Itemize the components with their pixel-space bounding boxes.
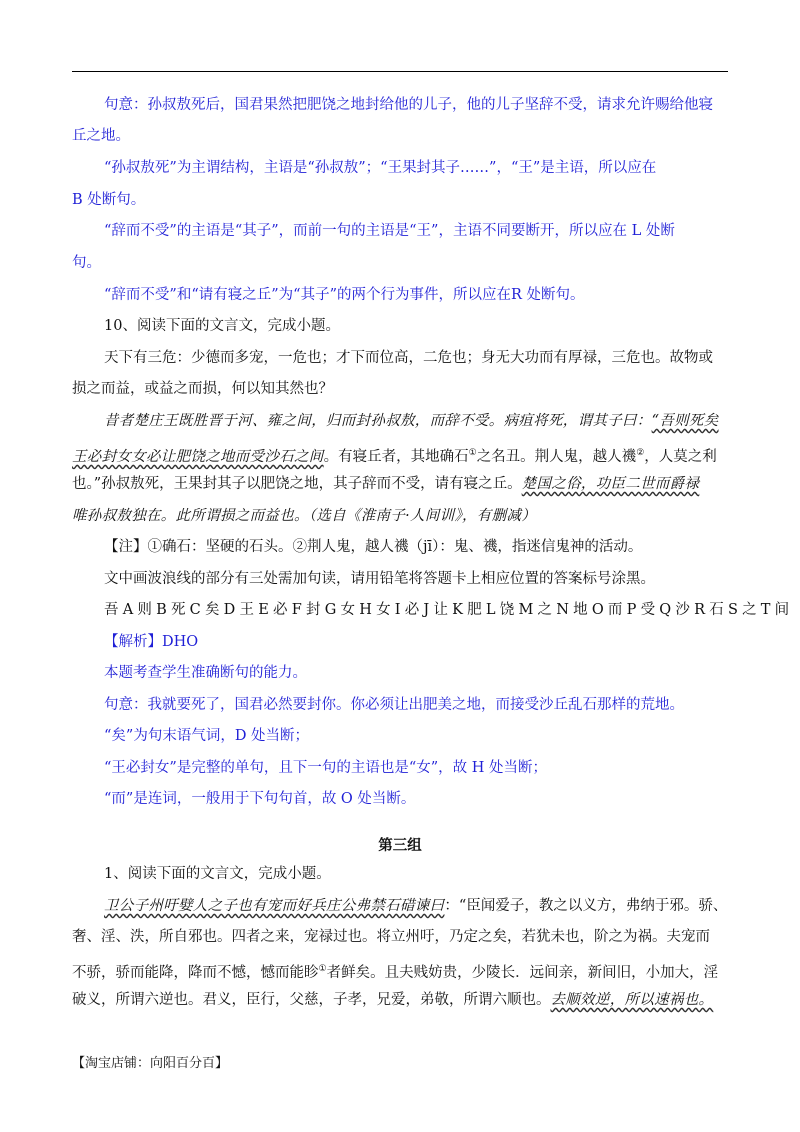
passage-paragraph-2-line-3	[72, 474, 732, 494]
analysis-tag: 【解析】	[104, 634, 162, 650]
passage-text: 也。”孙叔敖死，王果封其子以肥饶之地，其子辞而不受，请有寝之丘。	[72, 476, 522, 492]
passage-paragraph-1	[72, 896, 764, 916]
passage-text: ：“臣闻爱子，教之以义方，弗纳于邪。骄、	[444, 898, 728, 914]
annotation-note: 【注】①确石：坚硬的石头。②荆人鬼，越人禨（jī）：鬼、禨，指迷信鬼神的活动。	[104, 539, 643, 555]
footnote-marker: ①	[468, 448, 477, 458]
analysis-line: 本题考查学生准确断句的能力。	[104, 665, 307, 681]
answer-key: DHO	[162, 634, 199, 650]
passage-text: 不骄，骄而能降，降而不憾，憾而能眕	[72, 964, 319, 981]
passage-paragraph-2-line-4: 唯孙叔敖独在。此所谓损之而益也。（选自《淮南子·人间训》，有删减）	[72, 508, 537, 524]
question-10-title: 10、阅读下面的文言文，完成小题。	[104, 318, 340, 334]
header-rule	[72, 71, 728, 72]
analysis-point-b: “孙叔敖死”为主谓结构，主语是“孙叔敖”；“王果封其子……”，“王”是主语，所以应在	[104, 160, 657, 176]
passage-paragraph-1-cont: 损之而益，或益之而损，何以知其然也？	[72, 381, 333, 397]
analysis-sentence-meaning: 句意：孙叔敖死后，国君果然把肥饶之地封给他的儿子，他的儿子坚辞不受，请求允许赐给他寝	[104, 97, 713, 113]
answer-options: 吾 A 则 B 死 C 矣 D 王 E 必 F 封 G 女 H 女 I 必 J 让 K 肥 L 饶 M 之 N 地 O 而 P 受 Q 沙 R 石 S 之 T 间	[104, 602, 789, 618]
wavy-underlined-text: 去顺效逆，所以速祸也。	[550, 992, 714, 1008]
analysis-line: “而”是连词，一般用于下句句首，故 O 处当断。	[104, 791, 416, 807]
passage-paragraph-1-line-2: 奢、淫、泆，所自邪也。四者之来，宠禄过也。将立州吁，乃定之矣，若犹未也，阶之为祸。夫宠而	[72, 929, 710, 945]
passage-text: 之名丑。荆人鬼，越人禨	[476, 448, 637, 465]
section-heading: 第三组	[378, 837, 422, 854]
analysis-point-l: “辞而不受”的主语是“其子”，而前一句的主语是“王”，主语不同要断开，所以应在 L 处断	[104, 223, 675, 239]
passage-paragraph-2	[72, 411, 764, 431]
analysis-line: “王必封女”是完整的单句，且下一句的主语也是“女”，故 H 处当断；	[104, 760, 548, 776]
passage-text: 破义，所谓六逆也。君义，臣行，父慈，子孝，兄爱，弟敬，所谓六顺也。	[72, 992, 551, 1008]
footnote-marker: ①	[318, 964, 327, 974]
analysis-point-r: “辞而不受”和“请有寝之丘”为“其子”的两个行为事件，所以应在R 处断句。	[104, 287, 585, 303]
wavy-underlined-text: 卫公子州吁嬖人之子也有宠而好兵庄公弗禁石碏谏曰	[104, 898, 445, 914]
passage-paragraph-1: 天下有三危：少德而多宠，一危也；才下而位高，二危也；身无大功而有厚禄，三危也。故物或	[104, 350, 713, 366]
question-1-title: 1、阅读下面的文言文，完成小题。	[104, 866, 331, 882]
passage-text: 者鲜矣。且夫贱妨贵，少陵长．远间亲，新间旧，小加大，淫	[326, 964, 719, 981]
analysis-line: 句意：我就要死了，国君必然要封你。你必须让出肥美之地，而接受沙丘乱石那样的荒地。	[104, 697, 684, 713]
analysis-point-b-cont: B 处断句。	[72, 192, 146, 208]
passage-text: 。有寝丘者，其地确石	[323, 448, 469, 465]
analysis-header	[72, 632, 764, 652]
analysis-sentence-meaning-cont: 丘之地。	[72, 128, 130, 144]
passage-paragraph-2-line-2	[72, 443, 732, 467]
page-footer: 【淘宝店铺：向阳百分百】	[72, 1056, 229, 1071]
analysis-line: “矣”为句末语气词，D 处当断；	[104, 728, 310, 744]
footnote-marker: ②	[636, 448, 645, 458]
passage-text: 昔者楚庄王既胜晋于河、雍之间，归而封孙叔敖，而辞不受。病疽将死，谓其子曰：	[104, 413, 652, 429]
wavy-underlined-text: 王必封女女必让肥饶之地而受沙石之间	[72, 448, 324, 465]
passage-text: ，人莫之利	[644, 448, 717, 465]
passage-paragraph-1-line-4	[72, 990, 732, 1010]
question-instruction: 文中画波浪线的部分有三处需加句读，请用铅笔将答题卡上相应位置的答案标号涂黑。	[104, 571, 655, 587]
analysis-point-l-cont: 句。	[72, 255, 101, 271]
wavy-underlined-text: “吾则死矣	[651, 413, 719, 429]
wavy-underlined-text: 楚国之俗，功臣二世而爵禄	[521, 476, 700, 492]
passage-paragraph-1-line-3	[72, 959, 732, 983]
